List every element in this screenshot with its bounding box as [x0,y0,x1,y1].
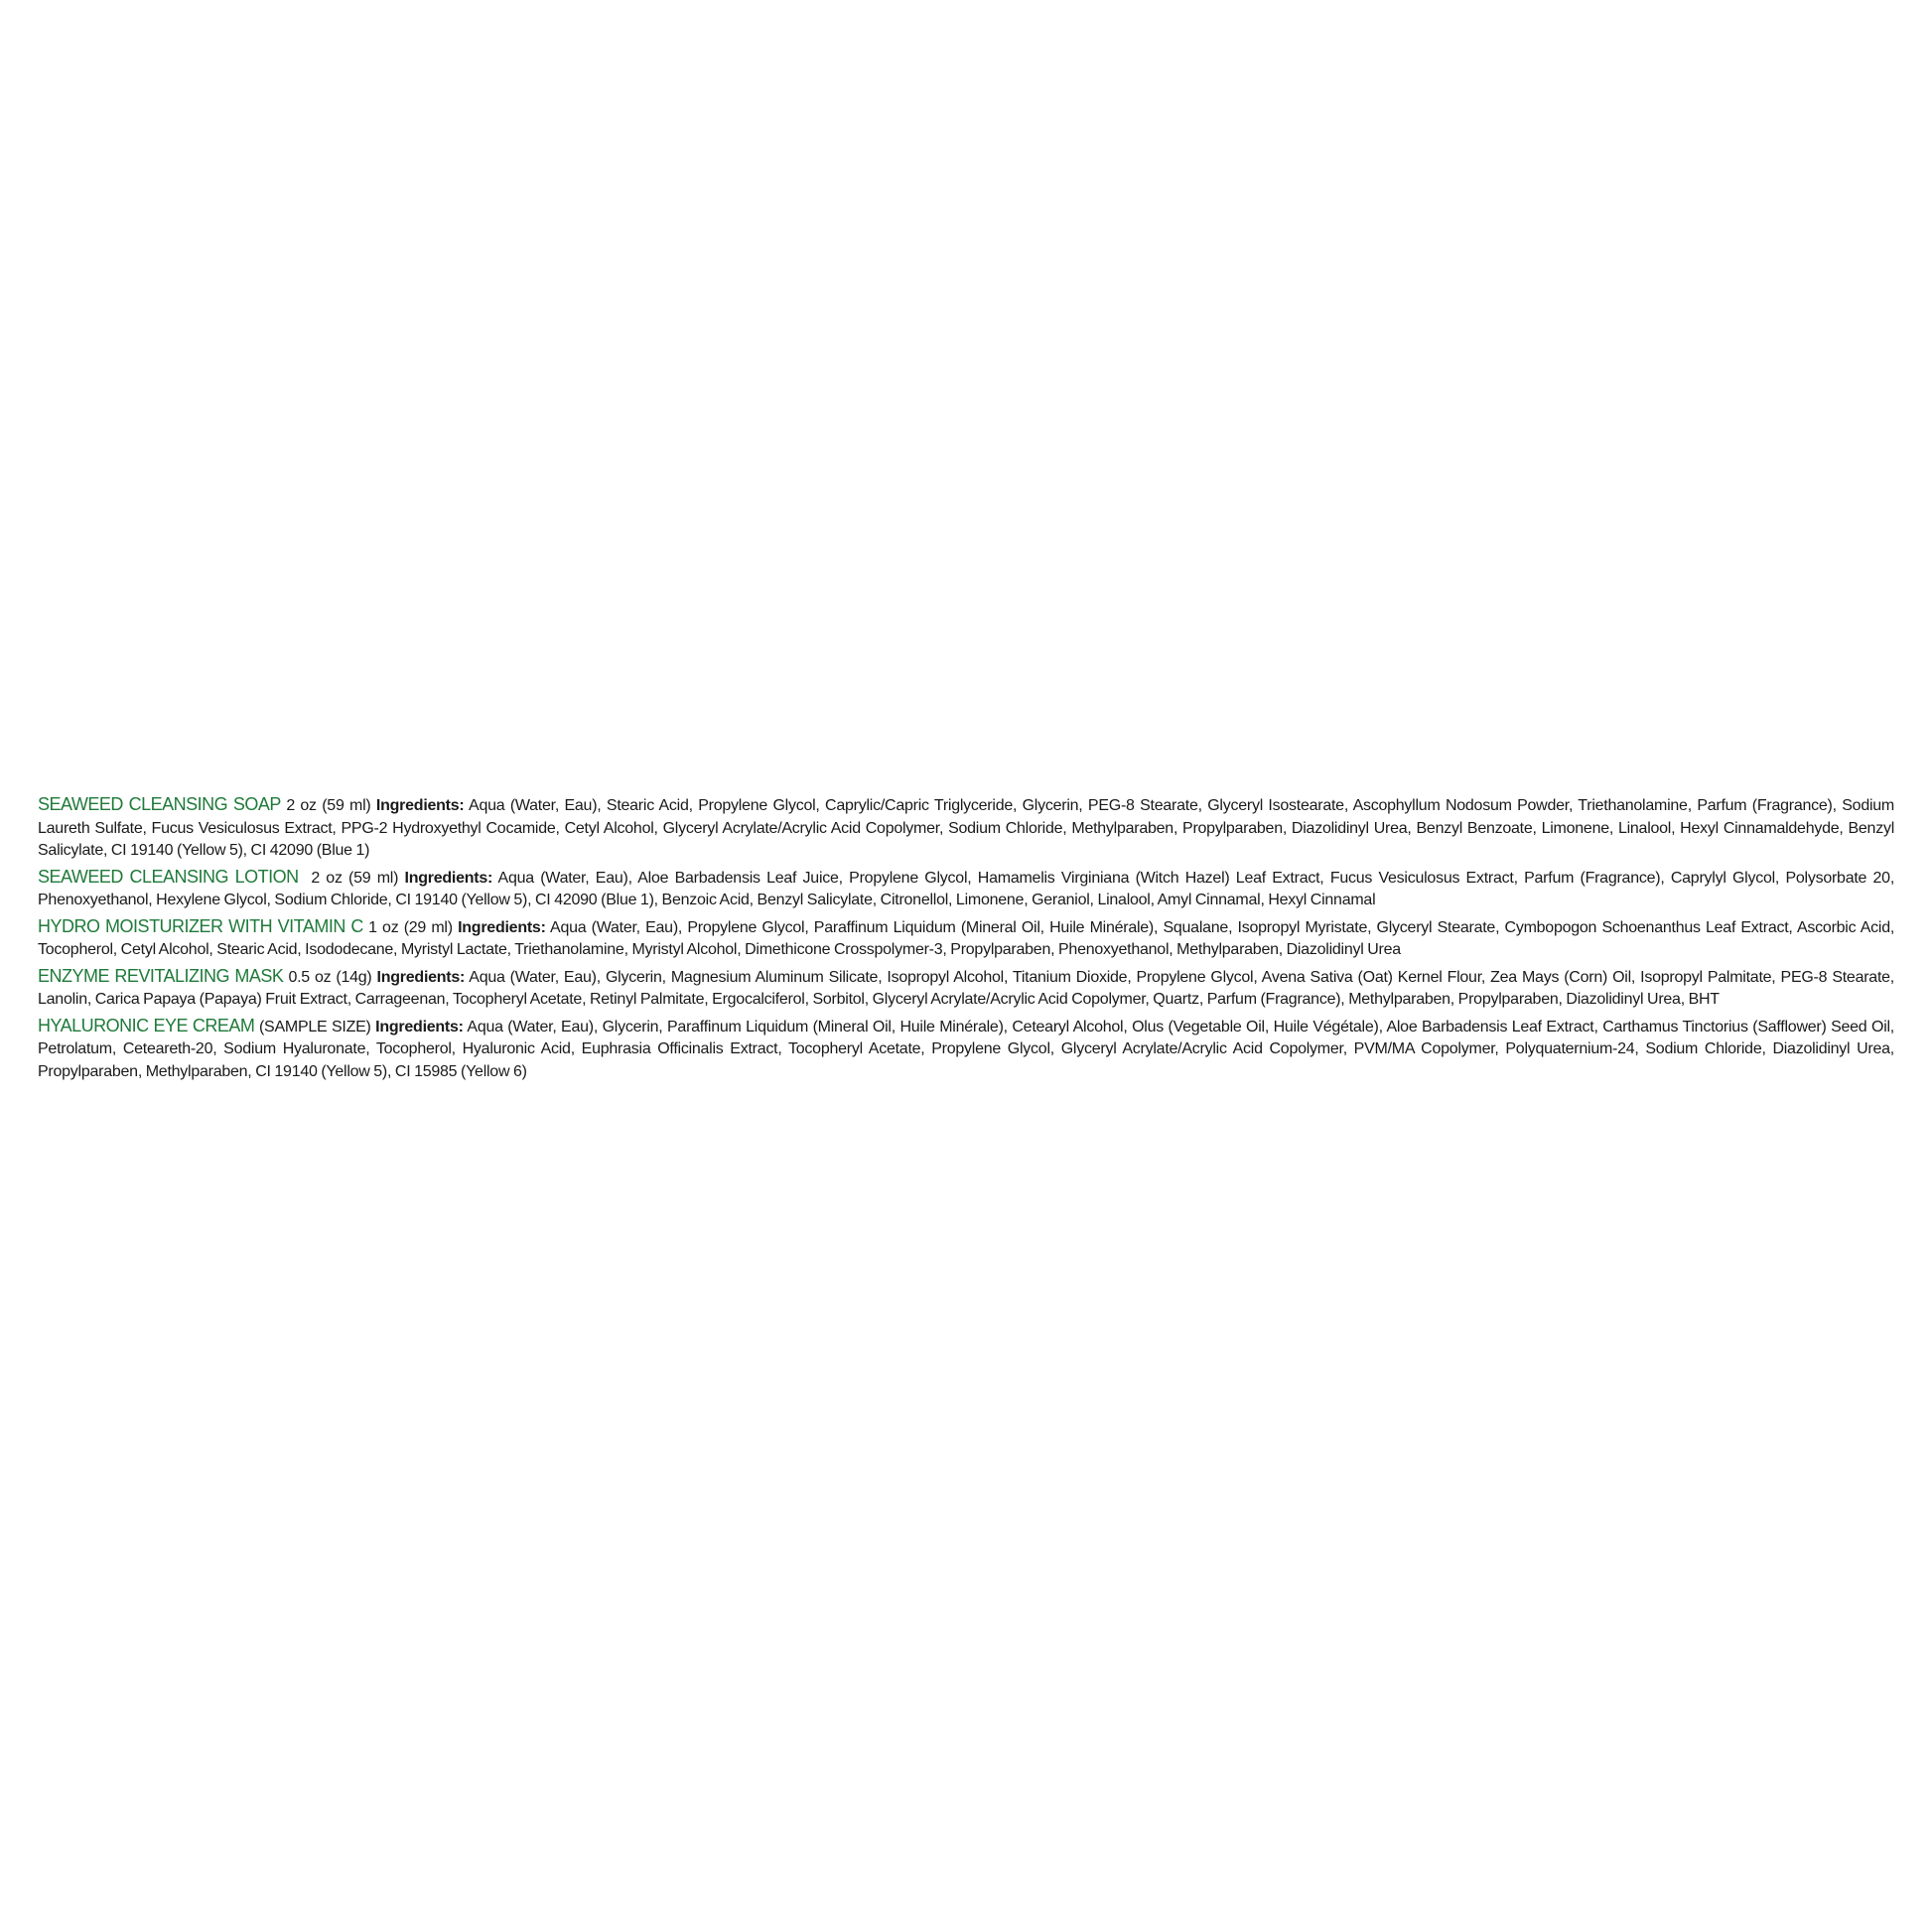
ingredients-text: Aqua (Water, Eau), Glycerin, Magnesium Aluminum Silicate, Isopropyl Alcohol, Titanium Dioxide, Propylene Glycol, Avena Sativa (Oat) Kernel Flour, Zea Mays (Corn) Oil, Isopropyl Palmitate, PEG-8 Stearate, Lanolin, Carica Papaya (Papaya) Fruit Extract, Carrageenan, Tocopheryl Acetate, Retinyl Palmitate, Ergocalciferol, Sorbitol, Glyceryl Acrylate/Acrylic Acid Copolymer, Quartz, Parfum (Fragrance), Methylparaben, Propylparaben, Diazolidinyl Urea, BHT [38,968,1894,1008]
product-entry-enzyme-revitalizing-mask [38,965,1894,1012]
ingredients-text: Aqua (Water, Eau), Propylene Glycol, Paraffinum Liquidum (Mineral Oil, Huile Minérale), Squalane, Isopropyl Myristate, Glyceryl Stearate, Cymbopogon Schoenanthus Leaf Extract, Ascorbic Acid, Tocopherol, Cetyl Alcohol, Stearic Acid, Isododecane, Myristyl Lactate, Triethanolamine, Myristyl Alcohol, Dimethicone Crosspolymer-3, Propylparaben, Phenoxyethanol, Methylparaben, Diazolidinyl Urea [38,918,1895,958]
product-size: 2 oz (59 ml) [311,869,399,887]
ingredients-label: Ingredients: [376,968,466,986]
ingredients-text: Aqua (Water, Eau), Stearic Acid, Propylene Glycol, Caprylic/Capric Triglyceride, Glycerin, PEG-8 Stearate, Glyceryl Isostearate, Ascophyllum Nodosum Powder, Triethanolamine, Parfum (Fragrance), Sodium Laureth Sulfate, Fucus Vesiculosus Extract, PPG-2 Hydroxyethyl Cocamide, Cetyl Alcohol, Glyceryl Acrylate/Acrylic Acid Copolymer, Sodium Chloride, Methylparaben, Propylparaben, Diazolidinyl Urea, Benzyl Benzoate, Limonene, Linalool, Hexyl Cinnamaldehyde, Benzyl Salicylate, CI 19140 (Yellow 5), CI 42090 (Blue 1) [38,797,1895,859]
ingredients-label: Ingredients: [375,1018,464,1035]
ingredients-label: Ingredients: [404,869,493,887]
product-name: HYDRO MOISTURIZER WITH VITAMIN C [38,915,363,936]
product-size: 2 oz (59 ml) [286,797,371,814]
product-entry-hydro-moisturizer [38,915,1894,962]
product-entry-hyaluronic-eye-cream [38,1015,1894,1084]
product-name: HYALURONIC EYE CREAM [38,1015,255,1035]
ingredients-list [38,793,1894,1086]
product-entry-seaweed-cleansing-soap [38,793,1894,863]
product-size: (SAMPLE SIZE) [258,1018,371,1035]
product-entry-seaweed-cleansing-lotion [38,866,1894,912]
product-name: SEAWEED CLEANSING LOTION [38,866,299,887]
product-size: 1 oz (29 ml) [368,918,453,936]
product-name: ENZYME REVITALIZING MASK [38,965,284,986]
product-size: 0.5 oz (14g) [288,968,372,986]
ingredients-label: Ingredients: [458,918,546,936]
ingredients-text: Aqua (Water, Eau), Glycerin, Paraffinum Liquidum (Mineral Oil, Huile Minérale), Cetearyl Alcohol, Olus (Vegetable Oil, Huile Végétale), Aloe Barbadensis Leaf Extract, Carthamus Tinctorius (Safflower) Seed Oil, Petrolatum, Ceteareth-20, Sodium Hyaluronate, Tocopherol, Hyaluronic Acid, Euphrasia Officinalis Extract, Tocopheryl Acetate, Propylene Glycol, Glyceryl Acrylate/Acrylic Acid Copolymer, PVM/MA Copolymer, Polyquaternium-24, Sodium Chloride, Diazolidinyl Urea, Propylparaben, Methylparaben, CI 19140 (Yellow 5), CI 15985 (Yellow 6) [38,1018,1894,1080]
ingredients-text: Aqua (Water, Eau), Aloe Barbadensis Leaf Juice, Propylene Glycol, Hamamelis Virginiana (Witch Hazel) Leaf Extract, Fucus Vesiculosus Extract, Parfum (Fragrance), Caprylyl Glycol, Polysorbate 20, Phenoxyethanol, Hexylene Glycol, Sodium Chloride, CI 19140 (Yellow 5), CI 42090 (Blue 1), Benzoic Acid, Benzyl Salicylate, Citronellol, Limonene, Geraniol, Linalool, Amyl Cinnamal, Hexyl Cinnamal [38,869,1895,908]
ingredients-label: Ingredients: [375,797,465,814]
product-name: SEAWEED CLEANSING SOAP [38,794,281,814]
